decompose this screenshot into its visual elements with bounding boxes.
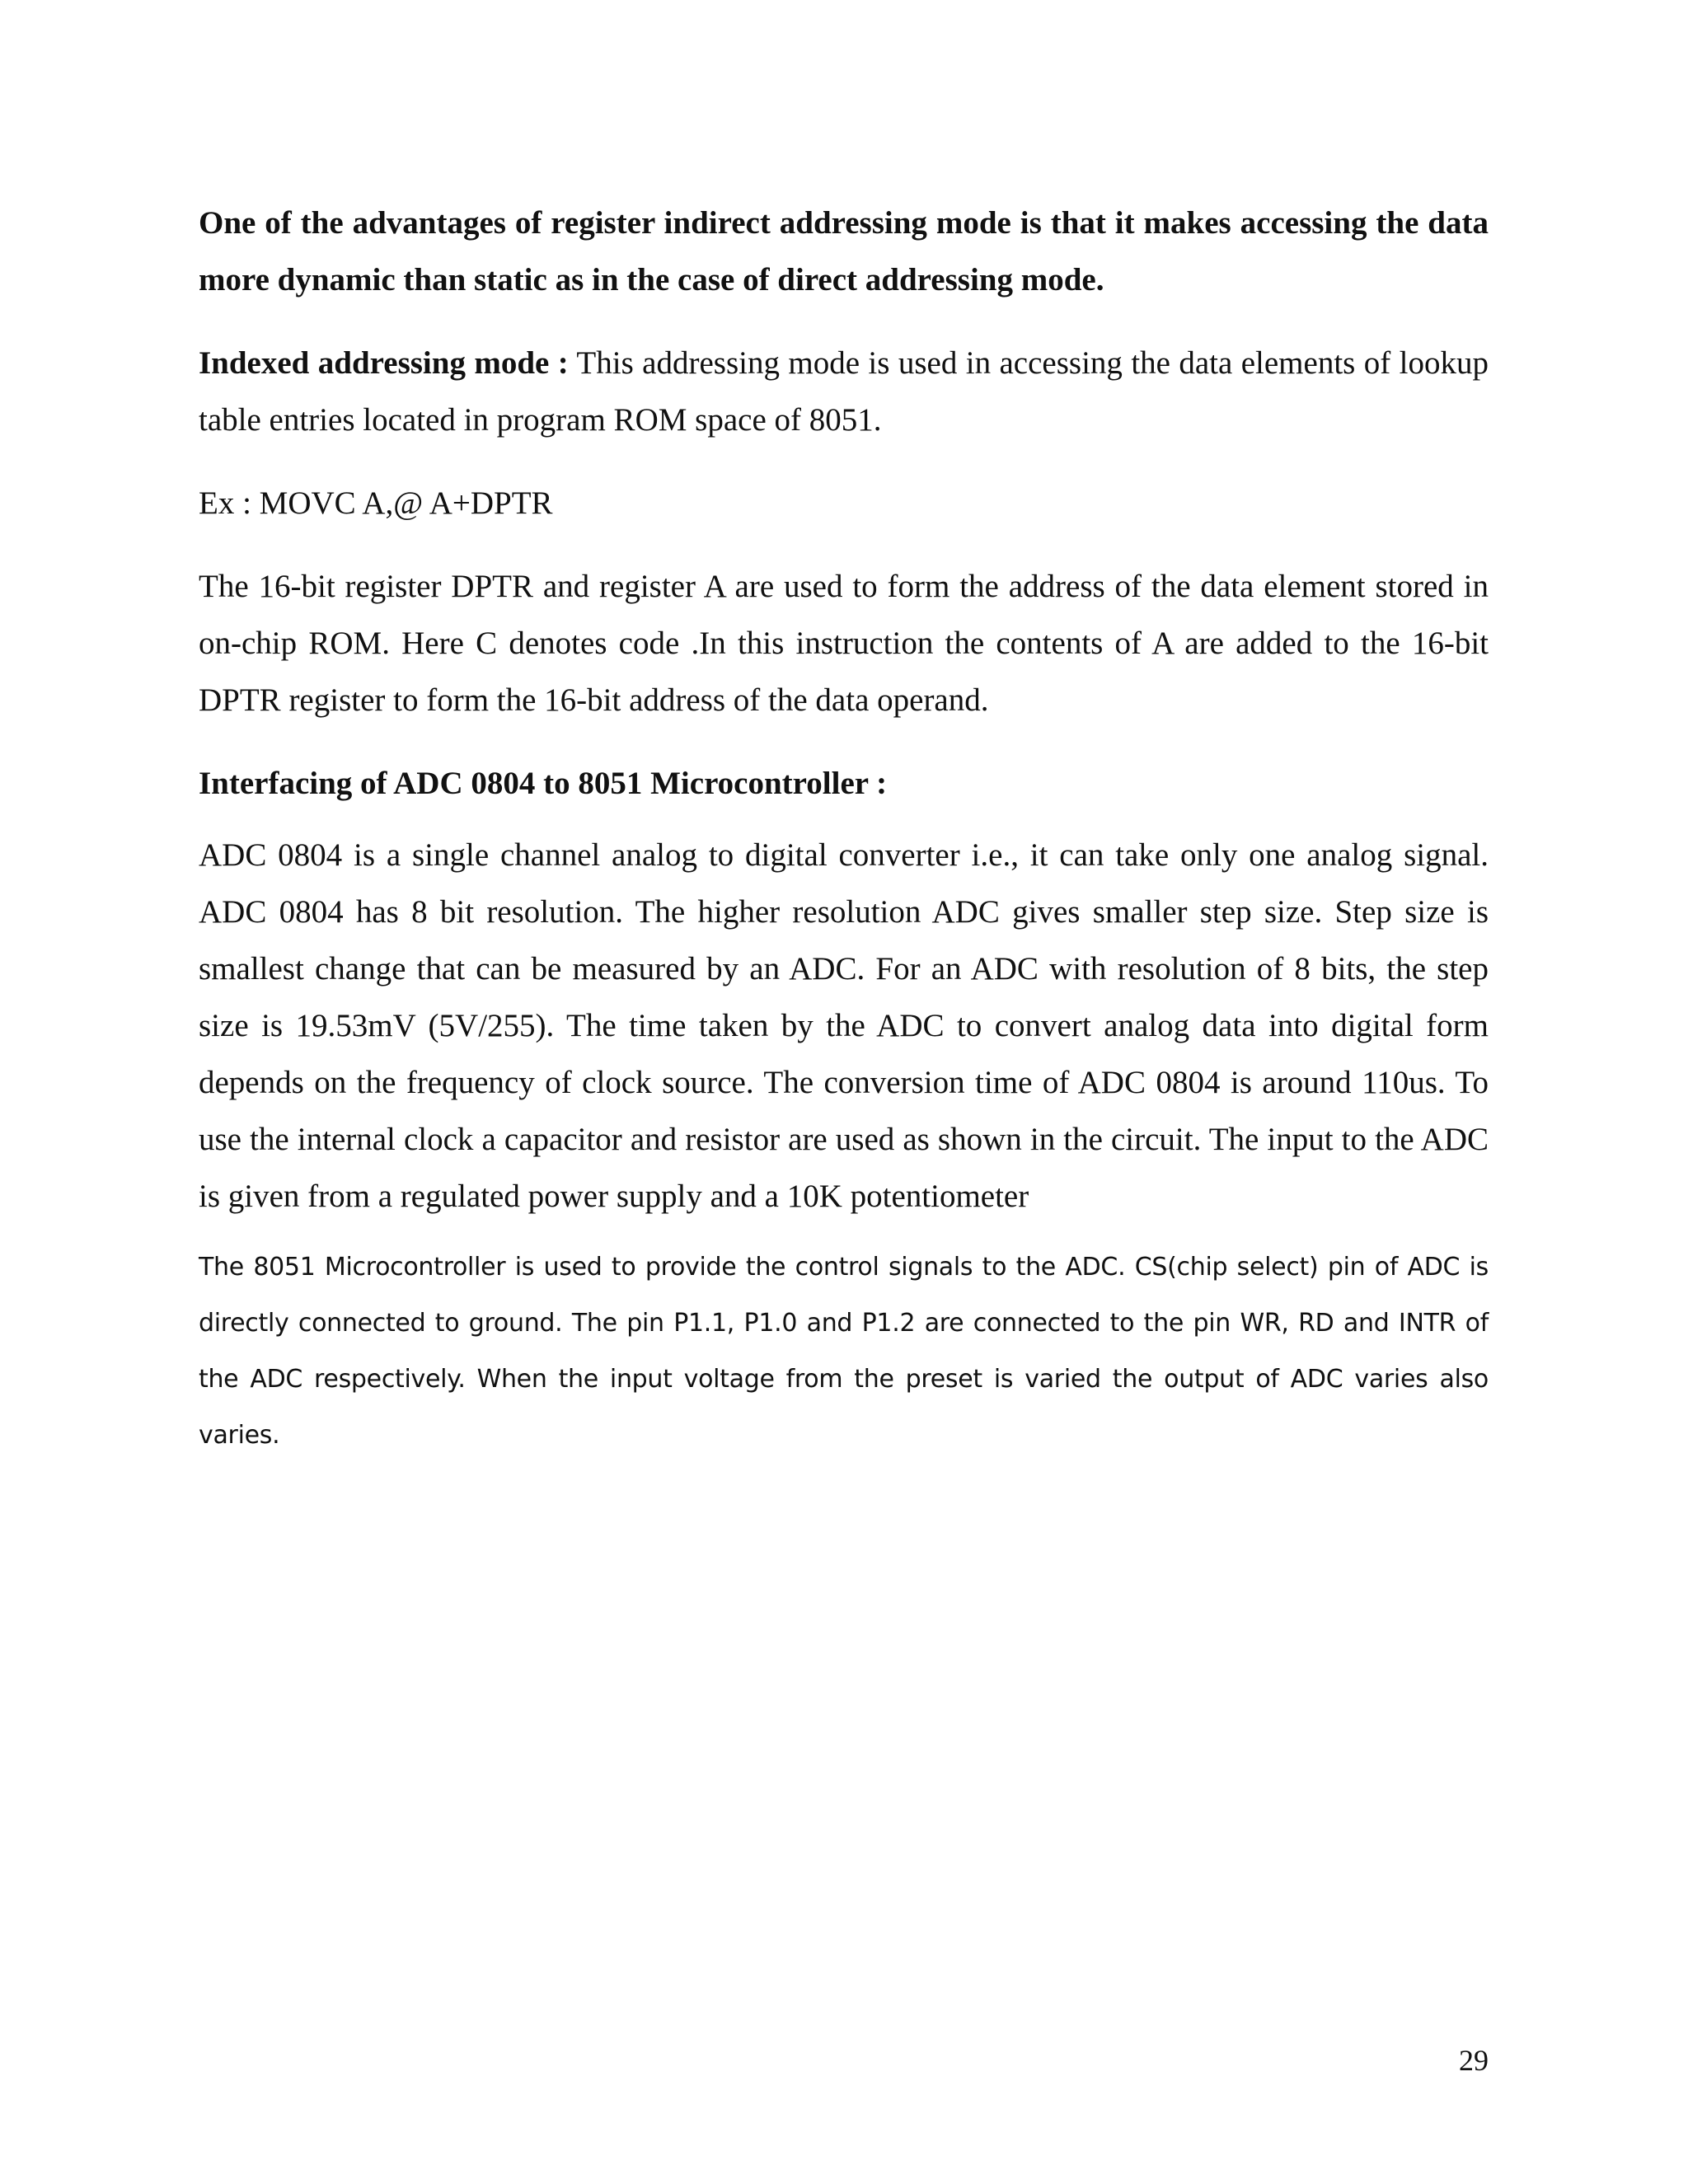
dptr-paragraph: The 16-bit register DPTR and register A are used to form the address of the data element stored in on-chip ROM. Here C denotes code .In this instruction the contents of A are added to the 16-bit DPTR register to form the 16-bit address of the data operand.: [199, 569, 1489, 718]
indexed-addressing-paragraph: [199, 335, 1489, 448]
adc-description-paragraph: ADC 0804 is a single channel analog to digital converter i.e., it can take only one analog signal. ADC 0804 has 8 bit resolution. The higher resolution ADC gives smaller step size. Step size is smallest change that can be measured by an ADC. For an ADC with resolution of 8 bits, the step size is 19.53mV (5V/255). The time taken by the ADC to convert analog data into digital form depends on the frequency of clock source. The conversion time of ADC 0804 is around 110us. To use the internal clock a capacitor and resistor are used as shown in the circuit. The input to the ADC is given from a regulated power supply and a 10K potentiometer: [199, 837, 1489, 1214]
indexed-addressing-text: This addressing mode is used in accessing the data elements of lookup table entries located in program ROM space of 8051.: [199, 345, 1489, 438]
control-signals-paragraph: The 8051 Microcontroller is used to provide the control signals to the ADC. CS(chip select) pin of ADC is directly connected to ground. The pin P1.1, P1.0 and P1.2 are connected to the pin WR, RD and INTR of the ADC respectively. When the input voltage from the preset is varied the output of ADC varies also varies.: [199, 1253, 1489, 1450]
section-heading: Interfacing of ADC 0804 to 8051 Microcontroller :: [199, 766, 888, 801]
example-instruction: Ex : MOVC A,@ A+DPTR: [199, 485, 553, 521]
page-body: [199, 194, 1489, 1464]
page-number: 29: [1459, 2044, 1489, 2077]
intro-paragraph: One of the advantages of register indirect addressing mode is that it makes accessing the data more dynamic than static as in the case of direct addressing mode.: [199, 205, 1489, 298]
indexed-addressing-label: Indexed addressing mode :: [199, 345, 569, 381]
